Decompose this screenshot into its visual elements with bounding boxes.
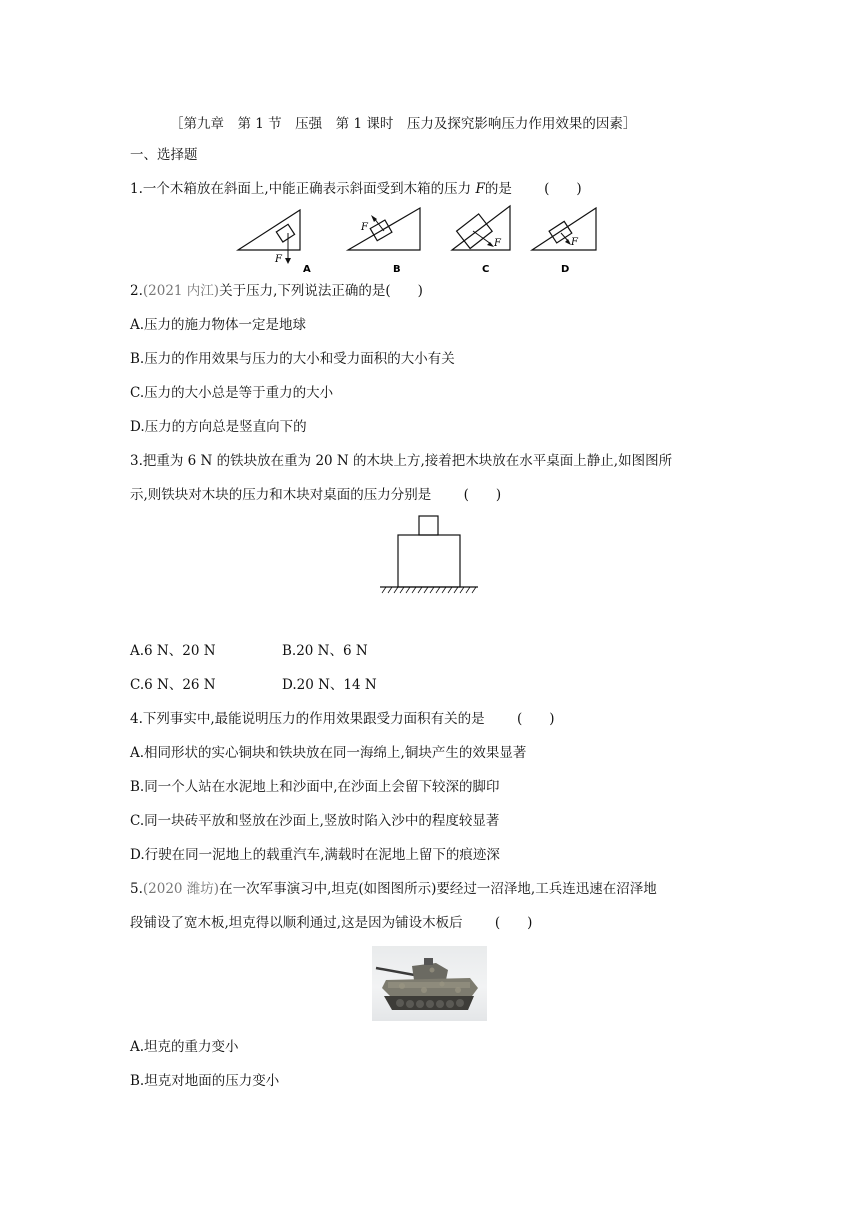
q1-c-force: F xyxy=(494,238,501,249)
q2-source: (2021 内江) xyxy=(142,283,220,299)
tank-illustration xyxy=(372,946,487,1021)
q1-option-b-label: B xyxy=(393,264,401,275)
q1-b-force: F xyxy=(361,222,368,233)
q5-prefix: 5. xyxy=(130,881,143,897)
q1-option-a-label: A xyxy=(303,264,311,275)
q1-option-c-diagram xyxy=(452,206,510,275)
q3-paren: ( ) xyxy=(463,487,502,503)
q4-paren: ( ) xyxy=(516,711,555,727)
q3-option-d: D.20 N、14 N xyxy=(282,677,377,693)
q1-option-d-diagram xyxy=(532,208,596,275)
q4-option-b: B.同一个人站在水泥地上和沙面中,在沙面上会留下较深的脚印 xyxy=(130,779,500,795)
q1-a-force: F xyxy=(275,254,282,265)
q1-tail: 的是 xyxy=(484,181,512,197)
q4-option-d: D.行驶在同一泥地上的载重汽车,满载时在泥地上留下的痕迹深 xyxy=(130,847,500,863)
q3-option-c: C.6 N、26 N xyxy=(130,677,216,693)
q3-blocks-figure xyxy=(378,512,480,596)
q2-option-d: D.压力的方向总是竖直向下的 xyxy=(130,419,307,435)
q5-option-a: A.坦克的重力变小 xyxy=(130,1039,239,1055)
q4-stem xyxy=(130,710,555,728)
q3-stem-line1: 3.把重为 6 N 的铁块放在重为 20 N 的木块上方,接着把木块放在水平桌面上静止,如图图所 xyxy=(130,453,673,469)
q2-text: 关于压力,下列说法正确的是( ) xyxy=(219,283,423,299)
q2-prefix: 2. xyxy=(130,283,143,299)
q5-paren: ( ) xyxy=(494,915,533,931)
section-title: 一、选择题 xyxy=(130,147,198,163)
q5-source: (2020 潍坊) xyxy=(142,881,220,897)
q2-stem xyxy=(130,282,423,300)
q4-option-c: C.同一块砖平放和竖放在沙面上,竖放时陷入沙中的程度较显著 xyxy=(130,813,500,829)
q3-stem-line2 xyxy=(130,486,501,504)
q5-option-b: B.坦克对地面的压力变小 xyxy=(130,1073,280,1089)
q2-option-c: C.压力的大小总是等于重力的大小 xyxy=(130,385,334,401)
chapter-header: ［第九章 第 1 节 压强 第 1 课时 压力及探究影响压力作用效果的因素］ xyxy=(170,116,637,132)
q2-option-a: A.压力的施力物体一定是地球 xyxy=(130,317,307,333)
q1-option-b-diagram xyxy=(348,208,420,275)
table-hatching xyxy=(382,587,476,593)
q1-d-force: F xyxy=(571,237,578,248)
wood-block xyxy=(398,535,460,587)
q5-stem-line2 xyxy=(130,914,532,932)
q1-stem xyxy=(130,180,582,198)
q2-option-b: B.压力的作用效果与压力的大小和受力面积的大小有关 xyxy=(130,351,455,367)
q5-line1-text: 在一次军事演习中,坦克(如图图所示)要经过一沼泽地,工兵连迅速在沼泽地 xyxy=(219,881,657,897)
q1-figure xyxy=(230,200,600,280)
q1-option-c-label: C xyxy=(482,264,490,275)
q1-paren: ( ) xyxy=(544,181,582,197)
iron-block xyxy=(419,516,438,535)
q5-stem-line1 xyxy=(130,880,657,898)
q1-var: F xyxy=(475,181,485,197)
q3-line2-text: 示,则铁块对木块的压力和木块对桌面的压力分别是 xyxy=(130,487,432,503)
q4-text: 4.下列事实中,最能说明压力的作用效果跟受力面积有关的是 xyxy=(130,711,485,727)
q1-text: 1.一个木箱放在斜面上,中能正确表示斜面受到木箱的压力 xyxy=(130,181,472,197)
q3-option-b: B.20 N、6 N xyxy=(282,643,368,659)
q3-option-a: A.6 N、20 N xyxy=(130,643,216,659)
q5-line2-text: 段铺设了宽木板,坦克得以顺利通过,这是因为铺设木板后 xyxy=(130,915,463,931)
tank-photo xyxy=(372,946,487,1021)
q1-option-d-label: D xyxy=(561,264,570,275)
q4-option-a: A.相同形状的实心铜块和铁块放在同一海绵上,铜块产生的效果显著 xyxy=(130,745,527,761)
q1-option-a-diagram xyxy=(238,210,311,275)
